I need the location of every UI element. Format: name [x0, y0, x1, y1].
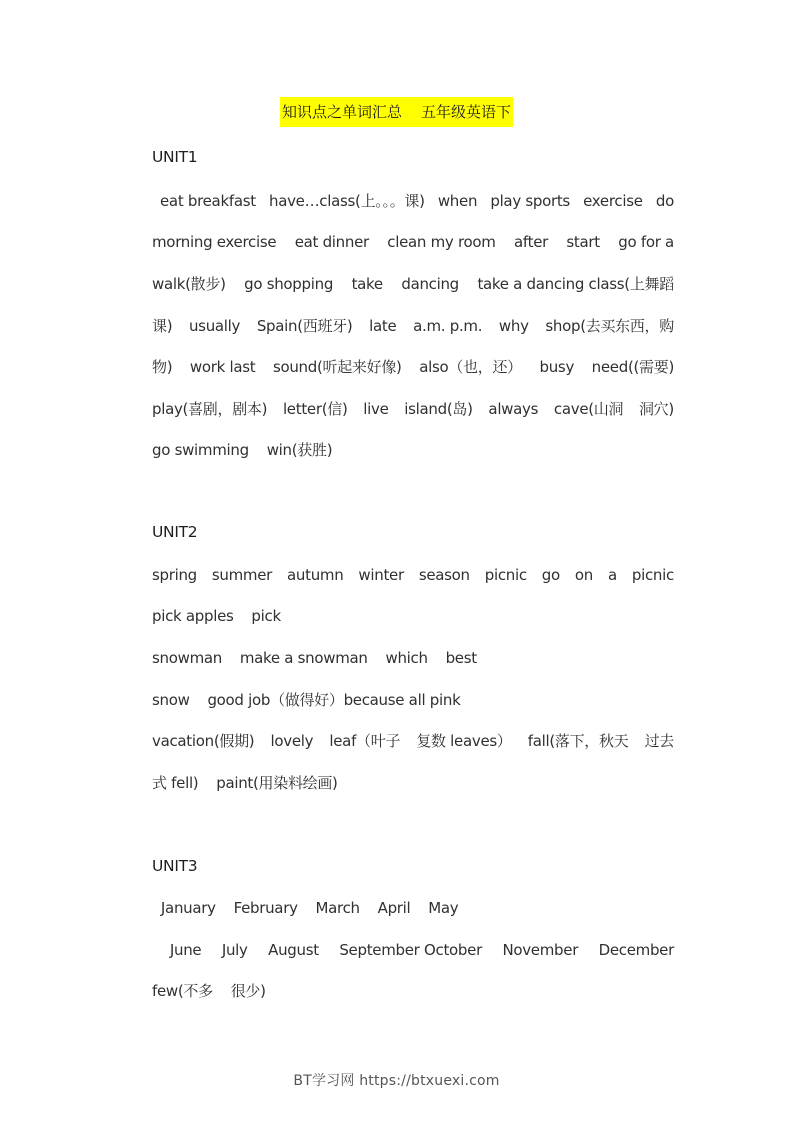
word: letter(信) [282, 400, 348, 418]
word: September October [339, 941, 482, 959]
unit1-line-2 [152, 232, 674, 252]
word: 课) [152, 317, 173, 335]
word: also（也，还） [419, 358, 522, 376]
word: after [514, 233, 548, 251]
word: busy [539, 358, 575, 376]
title-container [0, 97, 793, 127]
word: late [369, 317, 397, 335]
word: sound(听起来好像) [272, 358, 402, 376]
word: 复数 leaves） [416, 732, 512, 750]
word: a.m. p.m. [413, 317, 483, 335]
word: play(喜剧，剧本) [152, 400, 268, 418]
unit2-line-4: snow good job（做得好）because all pink [152, 691, 461, 709]
word: go shopping [244, 275, 334, 293]
unit1-line-1 [152, 191, 674, 211]
unit3-line-3: few(不多 很少) [152, 982, 266, 1000]
word: December [598, 941, 674, 959]
word: summer [211, 566, 273, 584]
word: play sports [490, 192, 570, 210]
word: fall(落下，秋天 [527, 732, 629, 750]
word: have…class(上。。。课) [269, 192, 425, 210]
word: shop(去买东西，购 [545, 317, 674, 335]
word: June [152, 941, 202, 959]
word: walk(散步) [152, 275, 226, 293]
word: need((需要) [591, 358, 674, 376]
word: August [268, 941, 319, 959]
word: a [607, 566, 617, 584]
unit2-line-5 [152, 731, 674, 751]
unit1-line-6 [152, 399, 674, 419]
unit1-line-4 [152, 316, 674, 336]
unit1-heading: UNIT1 [152, 148, 198, 166]
word: live [363, 400, 389, 418]
word: November [502, 941, 579, 959]
word: Spain(西班牙) [256, 317, 353, 335]
word: winter [358, 566, 404, 584]
word: take a dancing class(上舞蹈 [477, 275, 674, 293]
word: picnic [484, 566, 527, 584]
word: vacation(假期) [152, 732, 255, 750]
word: morning exercise [152, 233, 277, 251]
word: when [437, 192, 478, 210]
word: start [566, 233, 600, 251]
unit1-line-3 [152, 274, 674, 294]
unit2-line-6: 式 fell) paint(用染料绘画) [152, 774, 338, 792]
unit3-line-2 [152, 940, 674, 960]
word: 过去 [644, 732, 674, 750]
word: 洞穴) [638, 400, 674, 418]
word: island(岛) [404, 400, 473, 418]
unit2-line-1 [152, 565, 674, 585]
unit2-line-3: snowman make a snowman which best [152, 649, 477, 667]
word: clean my room [387, 233, 496, 251]
page-title: 知识点之单词汇总 五年级英语下 [280, 97, 513, 127]
unit3-heading: UNIT3 [152, 857, 198, 875]
word: dancing [401, 275, 459, 293]
word: lovely [270, 732, 314, 750]
word: usually [188, 317, 241, 335]
footer-watermark: BT学习网 https://btxuexi.com [293, 1073, 500, 1089]
word: eat dinner [294, 233, 369, 251]
unit3-line-1: January February March April May [152, 899, 459, 917]
unit1-line-5 [152, 357, 674, 377]
word: season [418, 566, 470, 584]
word: always [488, 400, 539, 418]
word: do [655, 192, 674, 210]
word: spring [152, 566, 197, 584]
word: exercise [583, 192, 643, 210]
word: leaf（叶子 [329, 732, 401, 750]
word: take [351, 275, 383, 293]
word: picnic [631, 566, 674, 584]
word: go for a [618, 233, 674, 251]
word: on [574, 566, 593, 584]
word: eat breakfast [160, 192, 256, 210]
unit2-line-2: pick apples pick [152, 607, 281, 625]
word: work last [189, 358, 256, 376]
word: autumn [287, 566, 344, 584]
unit1-line-7: go swimming win(获胜) [152, 441, 333, 459]
word: cave(山洞 [553, 400, 624, 418]
word: go [541, 566, 560, 584]
unit2-heading: UNIT2 [152, 523, 198, 541]
word: July [221, 941, 248, 959]
word: why [498, 317, 529, 335]
word: 物) [152, 358, 173, 376]
